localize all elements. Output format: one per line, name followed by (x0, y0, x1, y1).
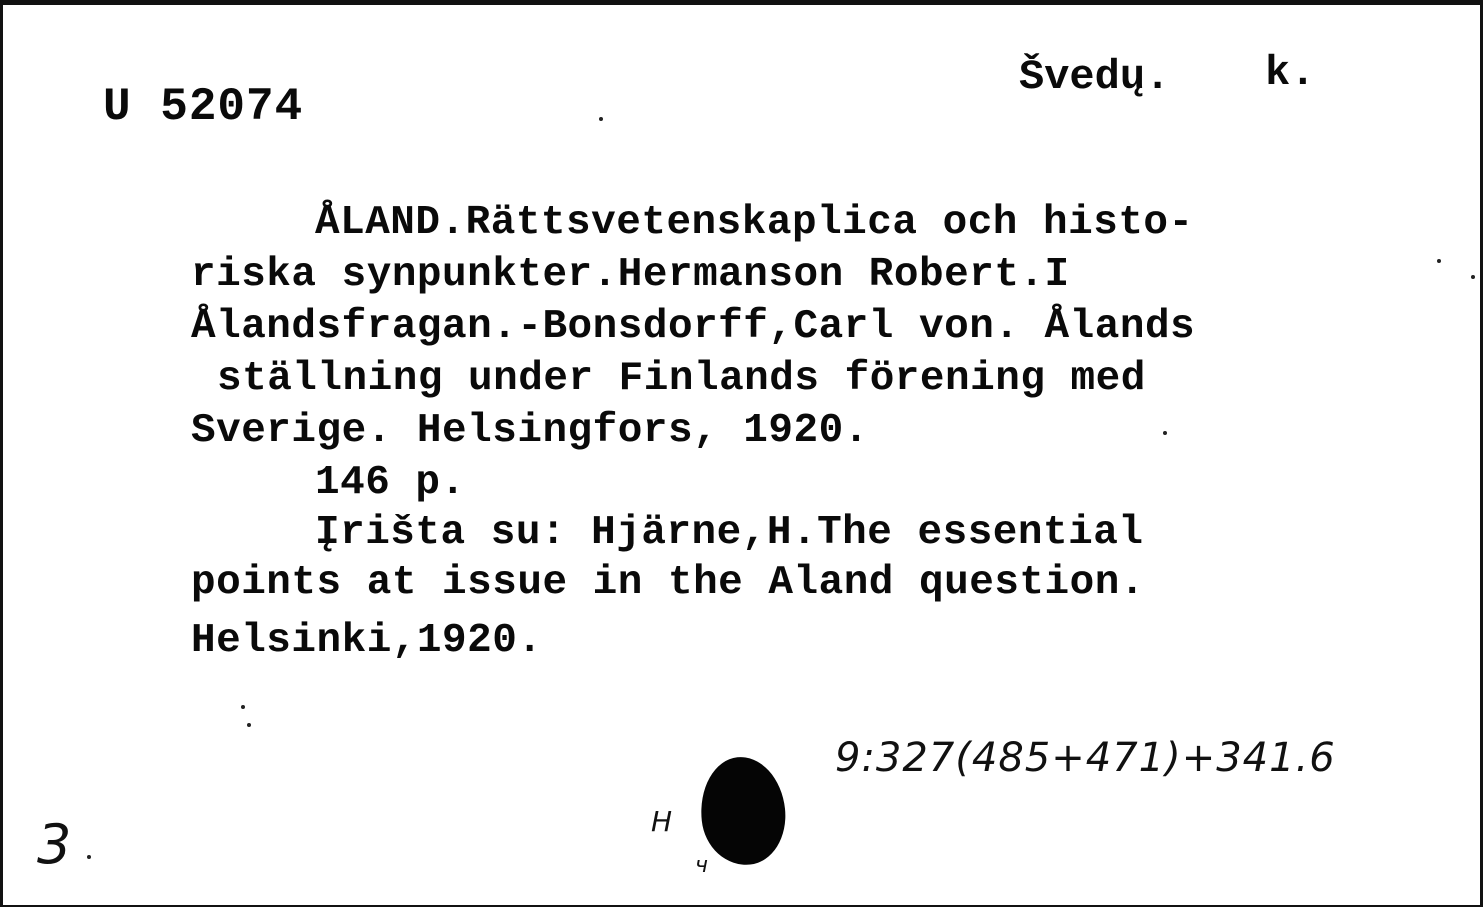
title-line-1: ÅLAND.Rättsvetenskaplica och histo- (315, 200, 1194, 246)
ink-speck (1471, 275, 1475, 279)
ink-speck (241, 705, 245, 709)
handwritten-count: 3 (37, 813, 72, 876)
heading-author: Švedų. (1019, 53, 1171, 101)
bound-with-line-1: Įrišta su: Hjärne,H.The essential (315, 510, 1144, 556)
ink-blot (696, 753, 791, 869)
ink-speck (247, 723, 251, 727)
title-line-2: riska synpunkter.Hermanson Robert.I (191, 252, 1070, 298)
title-line-3: Ålandsfragan.-Bonsdorff,Carl von. Ålands (191, 304, 1196, 350)
bound-with-line-3: Helsinki,1920. (191, 618, 543, 664)
handwritten-mark-upper: H (651, 805, 673, 838)
handwritten-mark-lower: ч (695, 853, 708, 878)
pagination-line: 146 p. (315, 460, 466, 506)
handwritten-classification: 9:327(485+471)+341.6 (835, 735, 1336, 781)
ink-speck (1437, 259, 1441, 263)
ink-speck (1163, 431, 1167, 435)
ink-speck (87, 855, 91, 859)
title-line-4: ställning under Finlands förening med (217, 356, 1146, 402)
ink-speck (599, 117, 603, 121)
bound-with-line-2: points at issue in the Aland question. (191, 560, 1145, 606)
imprint-line: Sverige. Helsingfors, 1920. (191, 408, 869, 454)
call-number: U 52074 (103, 81, 304, 133)
heading-mark: k. (1265, 49, 1316, 97)
